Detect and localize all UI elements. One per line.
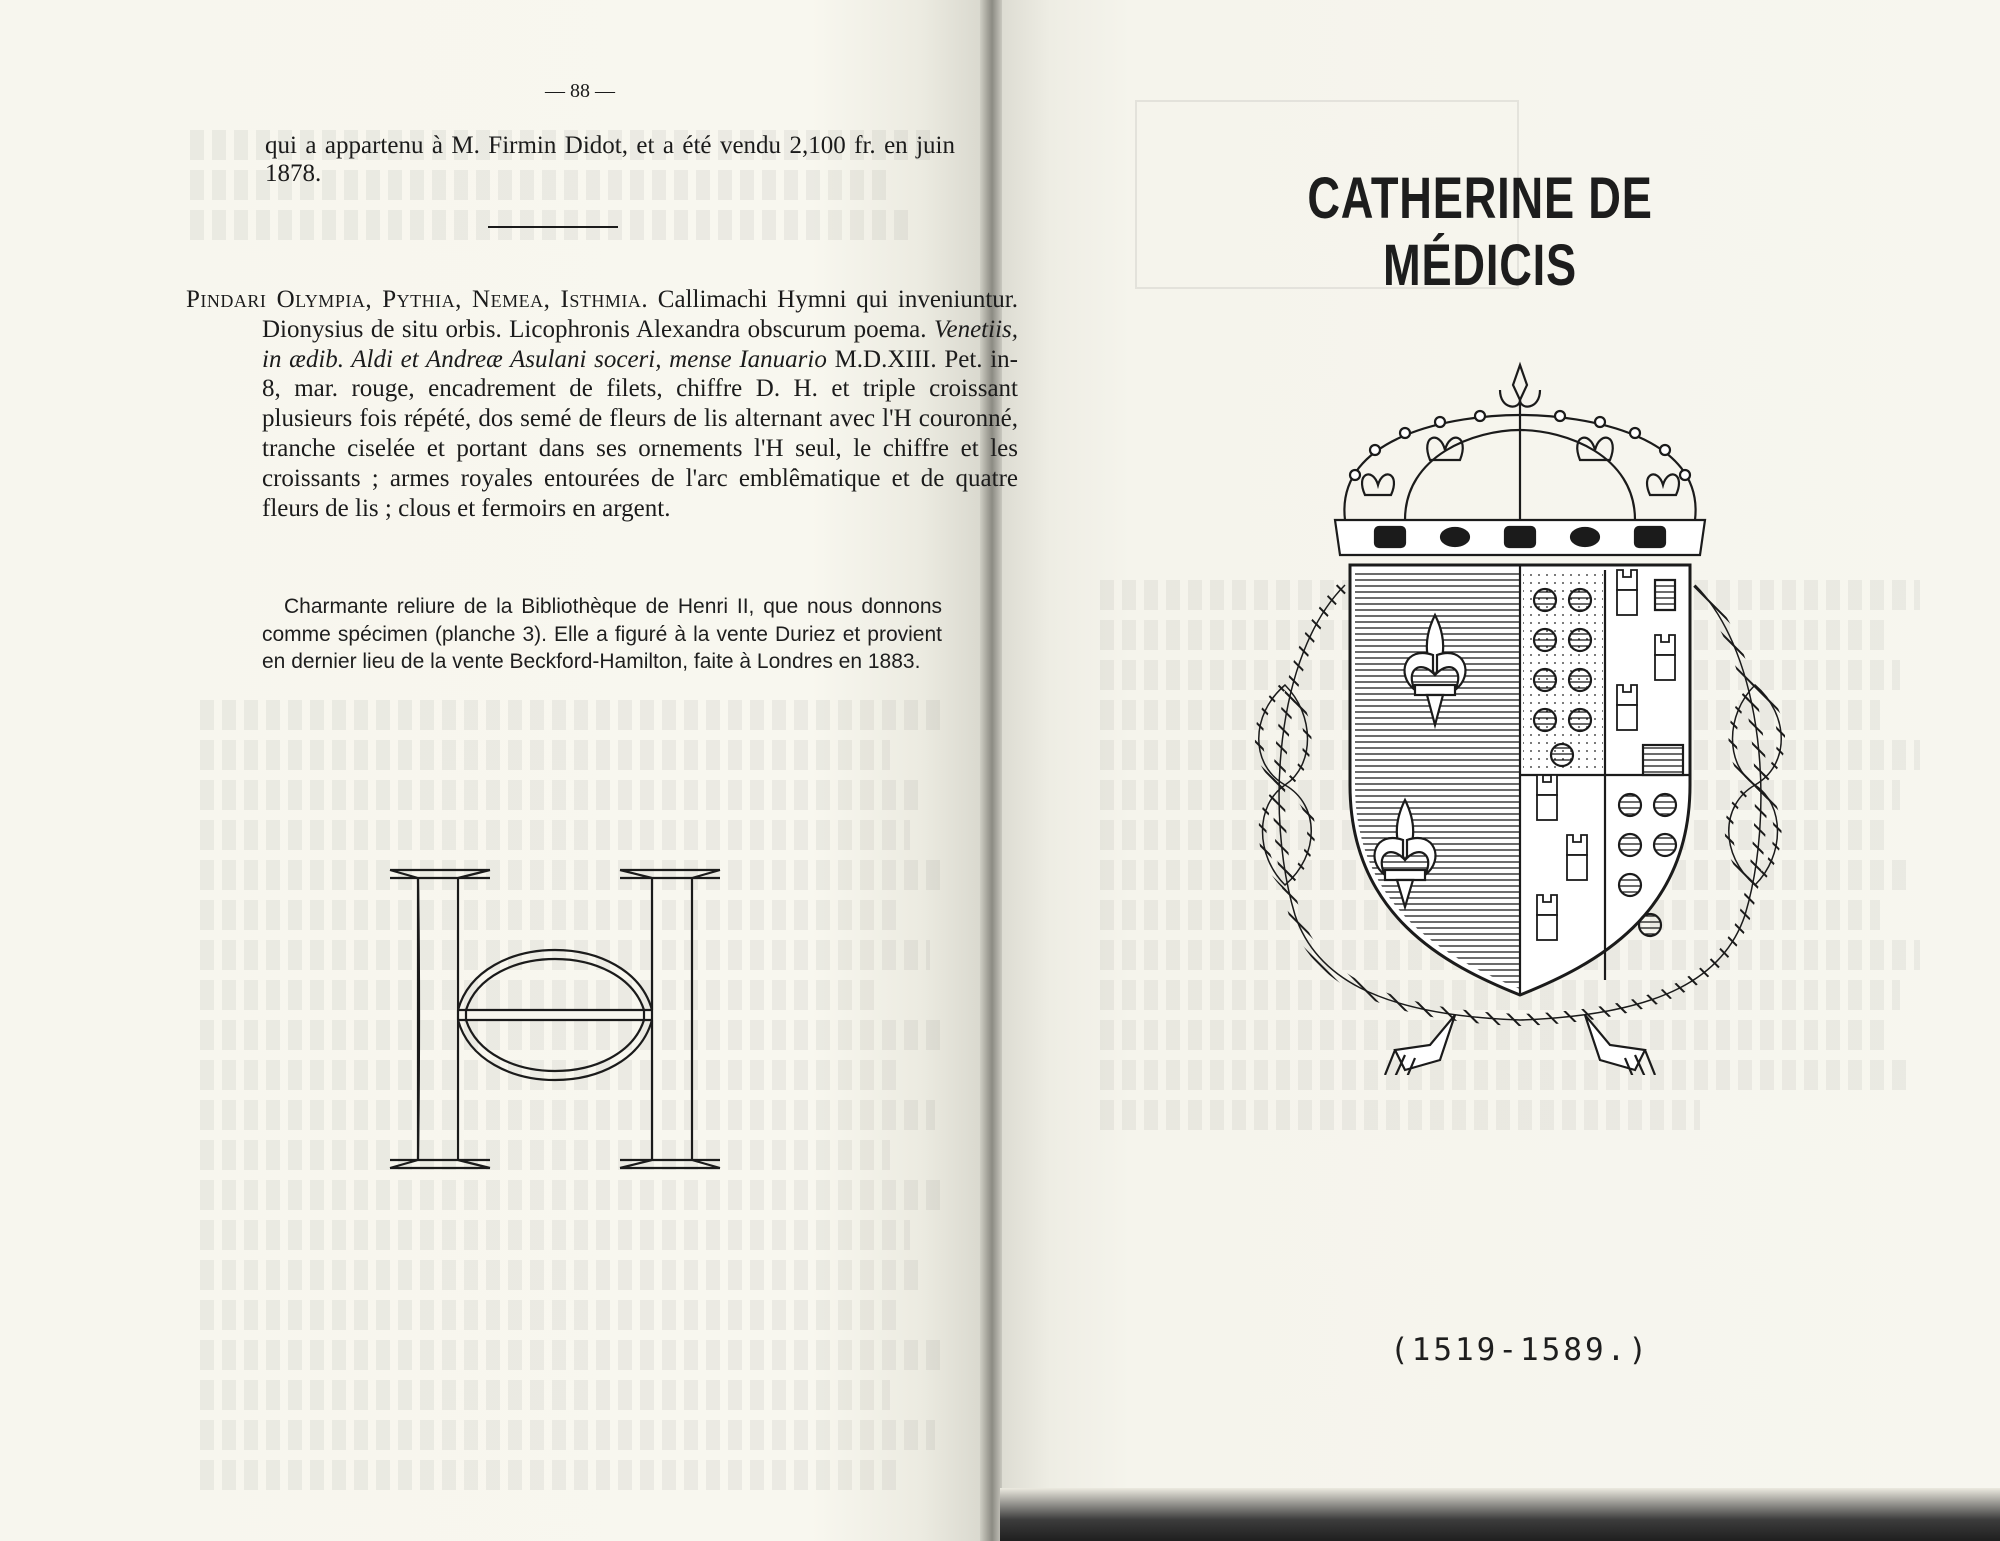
entry-text-b: M.D.XIII. Pet. in-8, mar. rouge, encadrement de filets, chiffre D. H. et triple croissant plusieurs fois répété, dos semé de fleurs de lis alternant avec l'H couronné, tranche ciselée et portant dans ses ornements l'H seul, le chiffre et les croissants ; armes royales entourées de l'arc emblêmatique et de quatre fleurs de lis ; clous et fermoirs en argent. [262, 345, 1018, 522]
section-divider [488, 226, 618, 228]
entry-text-a: Callimachi Hymni qui inveniuntur. Dionysius de situ orbis. Licophronis Alexandra obscurum poema. [262, 286, 1019, 343]
page-title: CATHERINE DE MÉDICIS [1307, 166, 1653, 298]
book-cover-edge [1000, 1488, 2000, 1541]
left-page [0, 0, 990, 1541]
carryover-paragraph: qui a appartenu à M. Firmin Didot, et a été vendu 2,100 fr. en juin 1878. [265, 132, 955, 187]
page-number: — 88 — [545, 80, 615, 102]
henri-ii-hd-monogram-icon [380, 860, 740, 1180]
book-gutter [980, 0, 1002, 1541]
entry-heading: Pindari Olympia, Pythia, Nemea, Isthmia. [186, 286, 649, 313]
life-dates: (1519-1589.) [1390, 1332, 1650, 1368]
medici-royal-coat-of-arms-icon [1255, 355, 1785, 1075]
entry-note: Charmante reliure de la Bibliothèque de Henri II, que nous donnons comme spécimen (planche 3). Elle a figuré à la vente Duriez et provient en dernier lieu de la vente Beckford-Hamilton, faite à Londres en 1883. [262, 595, 942, 673]
entry-imprint: Venetiis, in ædib. Aldi et Andreæ Asulani soceri, mense Ianuario [262, 315, 1018, 373]
catalogue-entry [186, 285, 1018, 523]
